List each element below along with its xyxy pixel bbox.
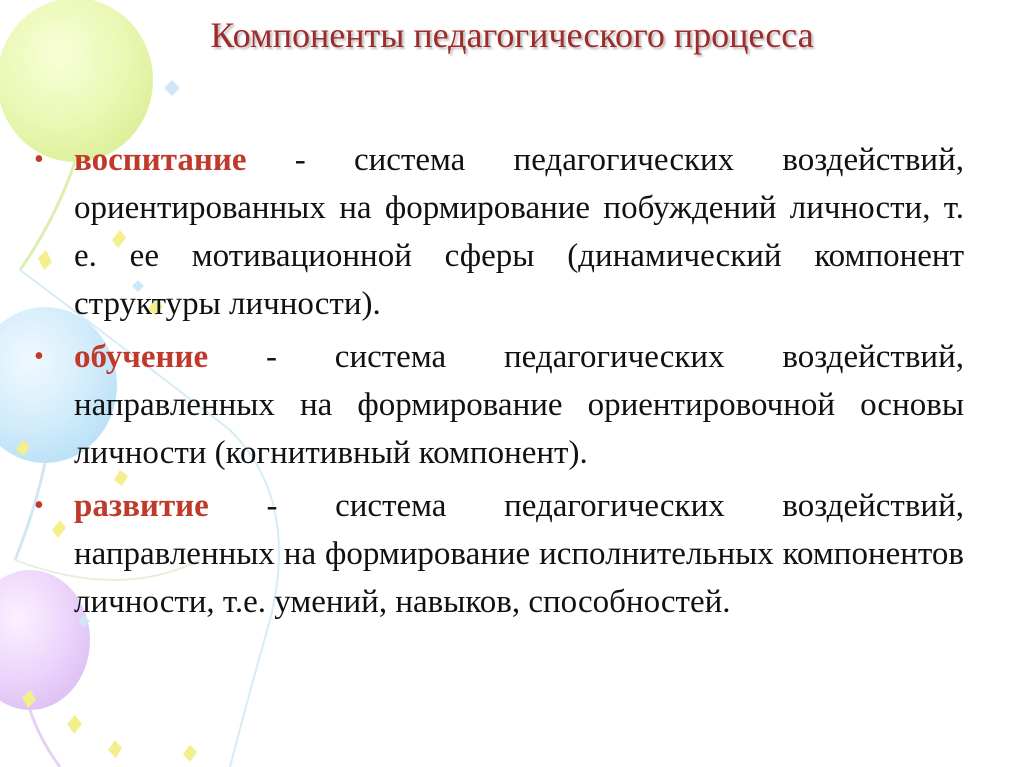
term-vospitanie: воспитание (74, 142, 247, 178)
definition-razvitie: - система педагогических воздействий, направленных на формирование исполнительных компонентов личности, т.е. умений, навыков, способностей. (74, 488, 964, 620)
bullet-item-vospitanie (30, 136, 964, 328)
bullet-icon: • (34, 490, 44, 521)
bullet-item-obuchenie (30, 333, 964, 477)
bullet-icon: • (34, 341, 44, 372)
bullet-item-razvitie (30, 482, 964, 626)
term-razvitie: развитие (74, 488, 209, 524)
bullet-icon: • (34, 144, 44, 175)
slide-title: Компоненты педагогического процесса (210, 15, 814, 55)
definition-obuchenie: - система педагогических воздействий, направленных на формирование ориентировочной основы личности (когнитивный компонент). (74, 339, 964, 471)
term-obuchenie: обучение (74, 339, 209, 375)
bullet-list (30, 136, 964, 631)
definition-vospitanie: - система педагогических воздействий, ориентированных на формирование побуждений личности, т. е. ее мотивационной сферы (динамический компонент структуры личности). (74, 142, 964, 322)
